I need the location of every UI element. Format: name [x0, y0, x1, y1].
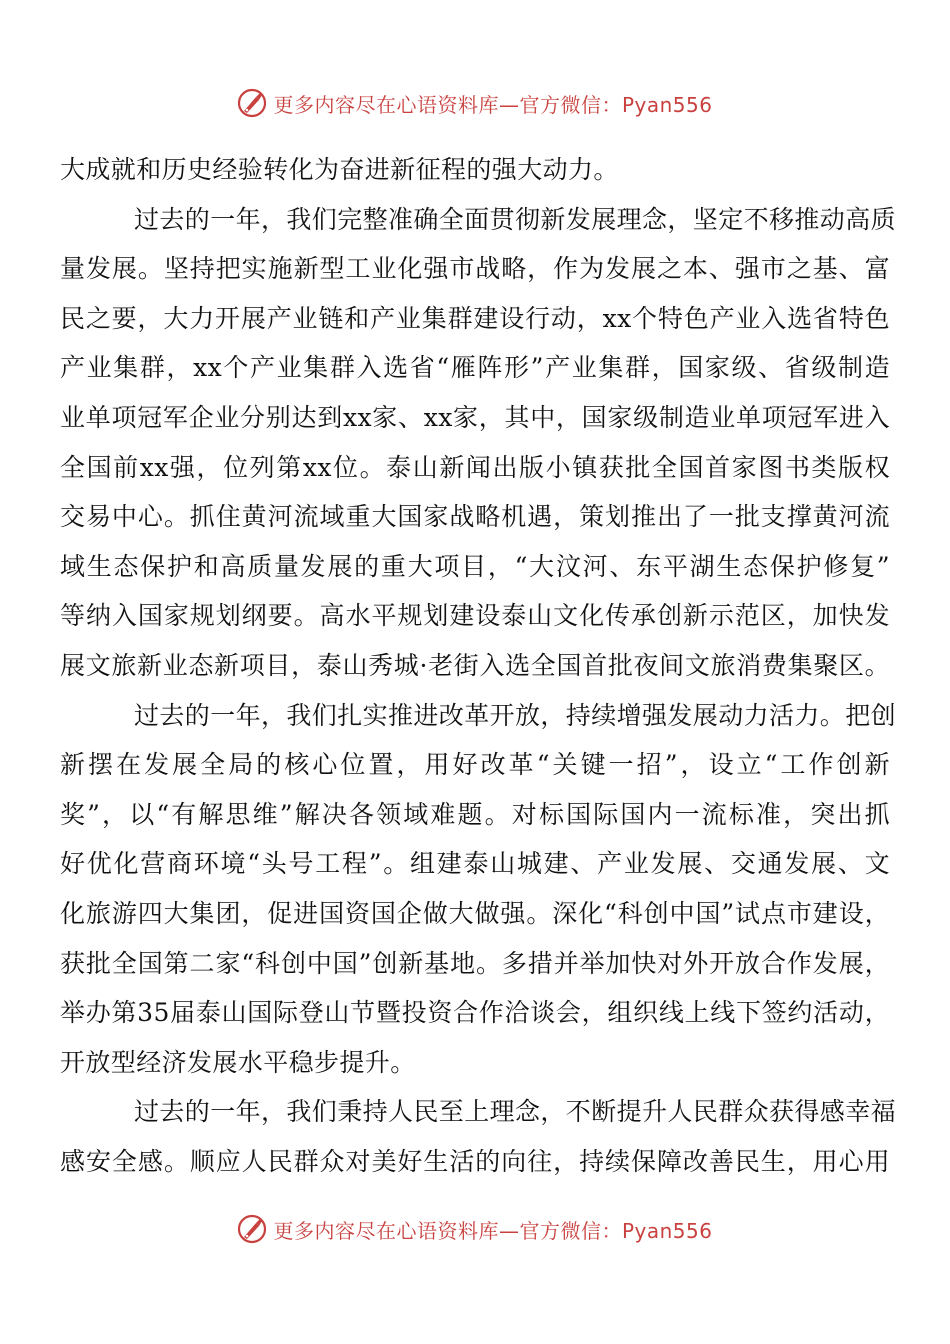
text-line: 大成就和历史经验转化为奋进新征程的强大动力。: [60, 155, 619, 184]
text-line: 奖”，以“有解思维”解决各领域难题。对标国际国内一流标准，突出抓: [60, 799, 890, 829]
text-line: 开放型经济发展水平稳步提升。: [60, 1047, 416, 1077]
document-body: [60, 145, 897, 1186]
header-watermark: [0, 86, 950, 120]
text-line: 展文旅新业态新项目，泰山秀城·老街入选全国首批夜间文旅消费集聚区。: [60, 650, 890, 680]
text-line: 新摆在发展全局的核心位置，用好改革“关键一招”，设立“工作创新: [60, 750, 890, 780]
text-line: 感安全感。顺应人民群众对美好生活的向往，持续保障改善民生，用心用: [60, 1146, 890, 1176]
text-line: 交易中心。抓住黄河流域重大国家战略机遇，策划推出了一批支撑黄河流: [60, 502, 890, 532]
text-line: 量发展。坚持把实施新型工业化强市战略，作为发展之本、强市之基、富: [60, 254, 890, 284]
text-line: 域生态保护和高质量发展的重大项目，“大汶河、东平湖生态保护修复”: [60, 551, 890, 581]
text-line: 化旅游四大集团，促进国资国企做大做强。深化“科创中国”试点市建设，: [60, 898, 890, 928]
text-line: 业单项冠军企业分别达到xx家、xx家，其中，国家级制造业单项冠军进入: [60, 402, 890, 432]
text-line: 过去的一年，我们完整准确全面贯彻新发展理念，坚定不移推动高质: [134, 204, 897, 234]
text-line: 民之要，大力开展产业链和产业集群建设行动，xx个特色产业入选省特色: [60, 303, 890, 333]
text-line: 过去的一年，我们秉持人民至上理念，不断提升人民群众获得感幸福: [134, 1097, 897, 1127]
watermark-text: 更多内容尽在心语资料库—官方微信：Pyan556: [273, 1218, 713, 1243]
text-line: 等纳入国家规划纲要。高水平规划建设泰山文化传承创新示范区，加快发: [60, 601, 890, 631]
pen-nib-icon: [237, 1214, 267, 1244]
pen-nib-icon: [237, 88, 267, 118]
text-line: 产业集群，xx个产业集群入选省“雁阵形”产业集群，国家级、省级制造: [60, 353, 890, 383]
text-line: 获批全国第二家“科创中国”创新基地。多措并举加快对外开放合作发展，: [60, 948, 890, 978]
text-line: 过去的一年，我们扎实推进改革开放，持续增强发展动力活力。把创: [134, 700, 897, 730]
footer-watermark: [0, 1212, 950, 1246]
text-line: 举办第35届泰山国际登山节暨投资合作洽谈会，组织线上线下签约活动，: [60, 998, 890, 1028]
text-line: 全国前xx强，位列第xx位。泰山新闻出版小镇获批全国首家图书类版权: [60, 452, 890, 482]
watermark-text: 更多内容尽在心语资料库—官方微信：Pyan556: [273, 92, 713, 117]
text-line: 好优化营商环境“头号工程”。组建泰山城建、产业发展、交通发展、文: [60, 849, 890, 879]
